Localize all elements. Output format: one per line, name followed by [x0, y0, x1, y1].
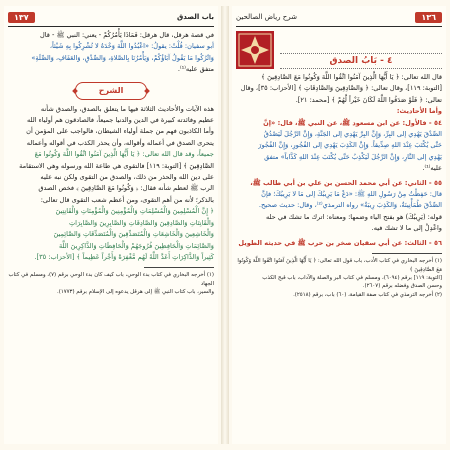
text-line: عظيم وفائدته كبيرة في الدين والدنيا جميعاً، فالصادقون هم أولياء الله — [26, 116, 214, 125]
footnote-line: [التوبة: ١١٩] برقم (٦٠٩٤)، ومسلم في كتاب البر والصلة والآداب، باب قبح الكذب — [262, 274, 442, 281]
footnote-line: وحسن الصدق وفضله برقم (٢٦٠٧). — [362, 283, 442, 290]
text-line: حَتَّى يُكْتَبَ عِنْدَ اللهِ صِدِّيقاً. وَإِنَّ الكَذِبَ يَهْدِي إلى الفُجُورِ، وَإِنَّ الفُجُورَ — [258, 141, 442, 150]
footnote-line: (١) أخرجه البخاري في كتاب الأدب، باب قول الله تعالى: ﴿ يَا أَيُّهَا الَّذِينَ آمَنُوا اتَّقُوا اللَّهَ وَكُونُوا مَعَ الصَّادِقِينَ ﴾ — [237, 258, 442, 273]
left-page — [4, 6, 218, 444]
text-line: يَهْدِي إلى النَّارِ، وَإِنَّ الرَّجُلَ لَيَكْذِبُ حَتَّى يُكْتَبَ عِنْدَ اللهِ كَذَّاباً» متفق — [264, 152, 442, 161]
text-line: كَثِيراً وَالذَّاكِرَاتِ أَعَدَّ اللَّهُ لَهُم مَّغْفِرَةً وَأَجْراً عَظِيماً ﴾ [الأحزاب: ٣٥]. — [34, 252, 214, 261]
text-line: وَاتْرُكُوا مَا يَقُولُ آبَاؤُكُمْ، وَيَأْمُرُنَا بِالصَّلاةِ، وَالصِّدْقِ، وَالعَفَافِ، وَالصِّلَةِ» — [31, 53, 214, 62]
text-line: الصَّادِقِينَ ﴾ [التوبة: ١١٩] فالتقوى هي طاعة الله ورسوله وهي الاستقامة — [19, 161, 214, 170]
ahadith-heading: وأما الأحاديث: — [396, 107, 442, 116]
hadith-56 — [236, 238, 442, 249]
text-line: يتحرى الصدق في أعماله وأقواله، وأن يحذر الكذب في أقواله وأعماله — [26, 138, 214, 147]
hadith-54 — [236, 118, 442, 175]
page-number-badge: ١٣٦ — [415, 12, 442, 23]
page-number-badge: ١٣٧ — [8, 12, 35, 23]
text-line: على دين الله والحذر من ذلك، والصدق من التقوى ولكن نبه عليه — [40, 173, 214, 182]
commentary-body — [8, 104, 214, 264]
footnotes — [8, 271, 214, 296]
text-line: الصِّدْقَ طُمَأْنِينَةٌ، وَالكَذِبَ رِيبَةٌ» رواه الترمذي⁽²⁾، وقال: حديث صحيح. — [258, 201, 442, 210]
text-line: الصِّدْقَ يَهْدِي إلى البِرِّ، وَإِنَّ البِرَّ يَهْدِي إلى الجَنَّةِ، وَإِنَّ الرَّجُلَ لَيَصْدُقُ — [263, 130, 442, 139]
footnote-line: (١) أخرجه البخاري في كتاب بدء الوحي، باب كيف كان بدء الوحي برقم (٧)، ومسلم في كتاب الجهاد — [8, 272, 214, 287]
running-header-title: باب الصدق — [177, 13, 214, 21]
chapter-ornament-icon — [236, 31, 274, 69]
commentary-badge — [8, 82, 214, 100]
text-line: وَالْقَانِتَاتِ وَالصَّادِقِينَ وَالصَّادِقَاتِ وَالصَّابِرِينَ وَالصَّابِرَاتِ — [68, 218, 214, 227]
footnote-line: والسير، باب كتاب النبي ﷺ إلى هرقل يدعوه إلى الإسلام برقم (١٧٧٣). — [57, 289, 214, 296]
text-line: ﴿ إِنَّ الْمُسْلِمِينَ وَالْمُسْلِمَاتِ وَالْمُؤْمِنِينَ وَالْمُؤْمِنَاتِ وَالْقَانِتِينَ — [55, 207, 214, 216]
text-line: واعْدِلْ إلى ما لا تشك فيه. — [371, 224, 442, 233]
footnote-divider — [144, 267, 214, 268]
text-line: تعالى: ﴿ فَلَوْ صَدَقُوا اللَّهَ لَكَانَ خَيْراً لَّهُمْ ﴾ [محمد: ٢١]. — [295, 95, 442, 104]
text-line: الرب ﷺ لعظم شأنه فقال: ﴿ وَكُونُوا مَعَ الصَّادِقِينَ ﴾ فخص الصدق — [38, 184, 214, 193]
intro-verses — [236, 72, 442, 118]
text-line: ٥٤ - فالأول: عن ابن مسعود ﷺ، عن النبي ﷺ، قال: «إنَّ — [263, 118, 442, 127]
text-line: قال: حَفِظْتُ مِنْ رَسُولِ اللهِ ﷺ: «دَعْ مَا يَرِيبُكَ إلى مَا لا يَرِيبُكَ؛ فإنَّ — [261, 190, 442, 199]
footnote-divider — [372, 253, 442, 254]
text-line: قوله: (يَرِيبُكَ) هو بفتح الياء وضمها: ومعناه: اترك ما تشك في حله — [265, 212, 442, 221]
text-line: بالذكر؛ لأنه من أهم التقوى، ومن أعظم شعب التقوى قال تعالى: — [40, 195, 214, 204]
text-line: [التوبة: ١١٩]، وقال تعالى: ﴿ وَالصَّادِقِينَ وَالصَّادِقَاتِ ﴾ [الأحزاب: ٣٥]، وقال — [240, 84, 442, 93]
right-page — [232, 6, 446, 444]
left-page-header — [8, 8, 214, 27]
text-line: أبو سفيان: قُلْتُ: يقولُ: «اعْبُدُوا اللَّهَ وَحْدَهُ لا تُشْرِكُوا بِهِ شَيْئاً، — [49, 42, 214, 51]
running-header-title: شرح رياض الصالحين — [236, 13, 297, 21]
text-line: في قصة هرقل، قال هرقل: فَمَاذَا يَأْمُرُكُمْ - يعني: النبي ﷺ - قال — [39, 31, 214, 39]
text-line: وَالْخَاشِعِينَ وَالْخَاشِعَاتِ وَالْمُتَصَدِّقِينَ وَالْمُتَصَدِّقَاتِ وَالصَّائِمِينَ — [53, 230, 214, 239]
text-line: جميعاً، وقد قال الله تعالى: ﴿ يَا أَيُّهَا الَّذِينَ آمَنُوا اتَّقُوا اللَّهَ وَكُونُوا مَعَ — [34, 150, 214, 159]
text-line: عليه⁽¹⁾. — [422, 164, 442, 173]
footnotes — [236, 257, 442, 299]
section-badge-label: الشرح — [75, 82, 147, 100]
text-line: ٥٥ - الثاني: عن أبي محمد الحسن بن علي بن أبي طالب ﷺ، — [250, 178, 442, 187]
footnote-line: (٢) أخرجه الترمذي في كتاب صفة القيامة، (٦٠) باب، برقم (٢٥١٨). — [293, 291, 442, 298]
hadith-55 — [236, 178, 442, 235]
chapter-title: ٤ - بَابُ الصدق — [280, 53, 442, 69]
chapter-heading — [236, 31, 442, 69]
text-line: قال الله تعالى: ﴿ يَا أَيُّهَا الَّذِينَ آمَنُوا اتَّقُوا اللَّهَ وَكُونُوا مَعَ الصَّادِقِينَ ﴾ — [261, 73, 442, 81]
text-line: هذه الآيات والأحاديث الثلاثة فيها ما يتعلق بالصدق، والصدق شأنه — [40, 104, 214, 113]
right-page-header — [236, 8, 442, 27]
book-gutter — [221, 6, 229, 444]
text-line: وأما الكاذبون فهم من جملة أولياء الشيطان، فالواجب على المؤمن أن — [26, 127, 214, 136]
text-line: ٥٦ - الثالث: عن أبي سفيان صخر بن حرب ﷺ في حديثه الطويل — [238, 238, 442, 247]
text-line: متفق عليه⁽¹⁾. — [177, 65, 214, 74]
text-line: وَالصَّائِمَاتِ وَالْحَافِظِينَ فُرُوجَهُمْ وَالْحَافِظَاتِ وَالذَّاكِرِينَ اللَّهَ — [58, 241, 214, 250]
hadith-continuation — [8, 30, 214, 76]
